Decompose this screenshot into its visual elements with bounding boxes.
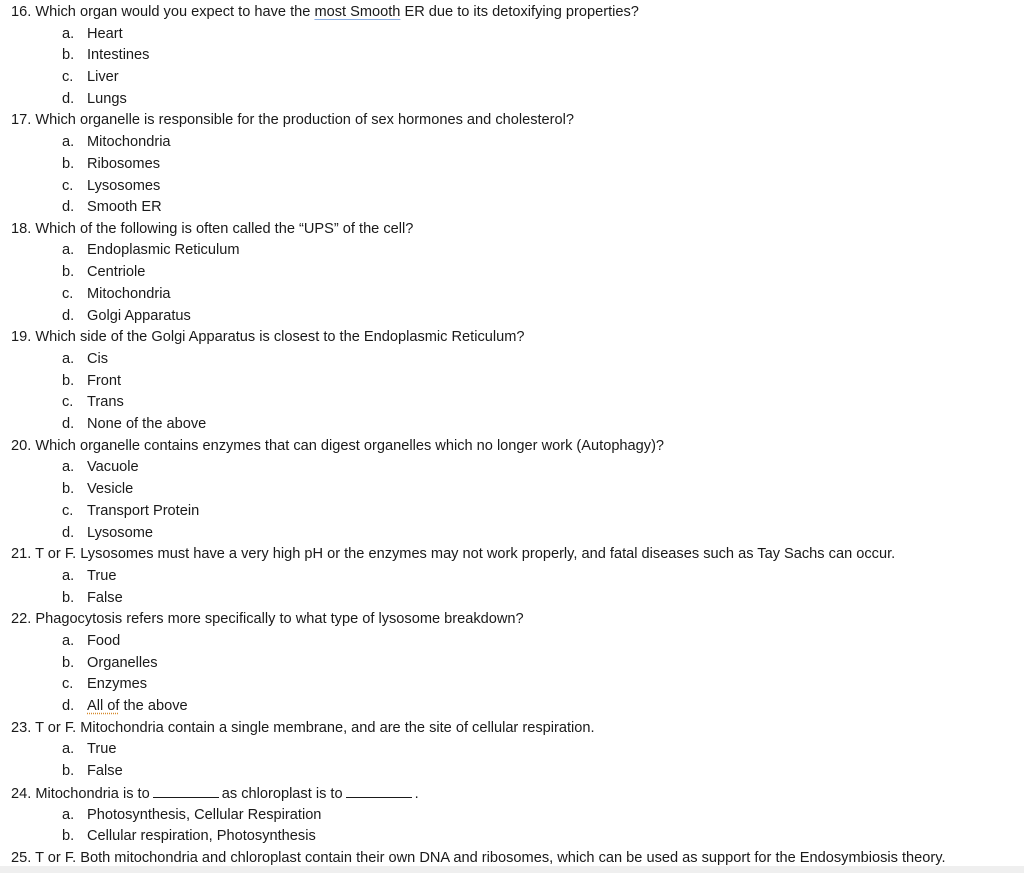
option-text: Smooth ER (87, 199, 162, 215)
option (62, 675, 147, 693)
question-text: Which organelle contains enzymes that can digest organelles which no longer work (Autophagy)? (35, 438, 665, 454)
option-label: c. (62, 286, 74, 302)
question-22 (11, 610, 524, 628)
question-text: Which organelle is responsible for the production of sex hormones and cholesterol? (35, 112, 575, 128)
option (62, 762, 123, 780)
question-25 (11, 849, 946, 867)
question-19 (11, 328, 525, 346)
option-text: Golgi Apparatus (87, 308, 191, 324)
option-text: Food (87, 633, 121, 649)
option-text: Vesicle (87, 481, 134, 497)
option (62, 502, 199, 520)
option (62, 25, 123, 43)
option-label: b. (62, 763, 75, 779)
question-23 (11, 719, 595, 737)
question-text: Mitochondria is to (35, 786, 150, 802)
option (62, 133, 171, 151)
answer-blank (153, 784, 219, 798)
option-text: Cellular respiration, Photosynthesis (87, 828, 316, 844)
question-24 (11, 784, 419, 802)
option-label: b. (62, 481, 75, 497)
option (62, 46, 149, 64)
option-label: c. (62, 394, 74, 410)
option-text: Intestines (87, 47, 150, 63)
option-text: Transport Protein (87, 503, 200, 519)
option (62, 589, 123, 607)
option-text: Front (87, 373, 122, 389)
question-text: T or F. Lysosomes must have a very high pH or the enzymes may not work properly, and fatal diseases such as Tay Sachs can occur. (35, 546, 896, 562)
option-text: Lysosome (87, 525, 153, 541)
option (62, 241, 240, 259)
option-label: b. (62, 590, 75, 606)
question-text: Which side of the Golgi Apparatus is closest to the Endoplasmic Reticulum? (35, 329, 525, 345)
option-text: Lungs (87, 91, 127, 107)
grammar-marked-text: most Smooth (314, 4, 401, 20)
option-text: Organelles (87, 655, 158, 671)
option-label: d. (62, 698, 75, 714)
option (62, 480, 133, 498)
option-text: Mitochondria (87, 134, 171, 150)
question-20 (11, 437, 664, 455)
option-text: False (87, 763, 123, 779)
option (62, 697, 188, 715)
option (62, 827, 316, 845)
option (62, 198, 162, 216)
question-text: . (414, 786, 419, 802)
option (62, 285, 171, 303)
option (62, 458, 139, 476)
question-number: 22. (11, 611, 32, 627)
option-label: b. (62, 47, 75, 63)
option-label: d. (62, 416, 75, 432)
question-number: 23. (11, 720, 32, 736)
option-label: b. (62, 264, 75, 280)
question-18 (11, 220, 413, 238)
option-label: a. (62, 741, 75, 757)
option-text: Ribosomes (87, 156, 160, 172)
option (62, 567, 116, 585)
option-text: the above (119, 698, 188, 714)
option-label: c. (62, 503, 74, 519)
option (62, 263, 145, 281)
option (62, 524, 153, 542)
option-label: a. (62, 242, 75, 258)
option-text: None of the above (87, 416, 207, 432)
question-number: 21. (11, 546, 32, 562)
question-number: 20. (11, 438, 32, 454)
option-text: Photosynthesis, Cellular Respiration (87, 807, 322, 823)
option (62, 155, 160, 173)
option-label: b. (62, 156, 75, 172)
option-label: a. (62, 134, 75, 150)
question-text: Which of the following is often called the “UPS” of the cell? (35, 221, 414, 237)
question-number: 16. (11, 4, 32, 20)
option-text: Trans (87, 394, 124, 410)
option (62, 372, 121, 390)
option-label: d. (62, 308, 75, 324)
option-label: a. (62, 26, 75, 42)
option-label: c. (62, 178, 74, 194)
page-bottom-edge (0, 866, 1024, 873)
option (62, 415, 206, 433)
option-text: Mitochondria (87, 286, 171, 302)
option-label: b. (62, 373, 75, 389)
option (62, 177, 160, 195)
option (62, 68, 119, 86)
option-text: Centriole (87, 264, 146, 280)
option-label: d. (62, 199, 75, 215)
answer-blank (346, 784, 412, 798)
option-text: True (87, 741, 117, 757)
spelling-marked-text: All of (87, 698, 120, 714)
option (62, 740, 116, 758)
option (62, 806, 321, 824)
option-label: a. (62, 568, 75, 584)
option (62, 393, 124, 411)
question-text: Phagocytosis refers more specifically to what type of lysosome breakdown? (35, 611, 524, 627)
question-text: T or F. Mitochondria contain a single membrane, and are the site of cellular respiration. (35, 720, 595, 736)
option-text: Vacuole (87, 459, 139, 475)
option-label: b. (62, 655, 75, 671)
option-text: Endoplasmic Reticulum (87, 242, 240, 258)
question-16 (11, 3, 639, 21)
option-label: d. (62, 525, 75, 541)
option-text: Heart (87, 26, 123, 42)
option-text: Enzymes (87, 676, 148, 692)
option-label: c. (62, 676, 74, 692)
option-text: Cis (87, 351, 109, 367)
option-label: a. (62, 633, 75, 649)
question-number: 25. (11, 850, 32, 866)
question-text: T or F. Both mitochondria and chloroplast contain their own DNA and ribosomes, which can be used as support for the Endosymbiosis theory. (35, 850, 946, 866)
option-label: a. (62, 807, 75, 823)
question-21 (11, 545, 895, 563)
option-label: d. (62, 91, 75, 107)
question-17 (11, 111, 574, 129)
option-label: c. (62, 69, 74, 85)
question-text: as chloroplast is to (221, 786, 343, 802)
question-number: 17. (11, 112, 32, 128)
option-text: Lysosomes (87, 178, 161, 194)
option-text: Liver (87, 69, 119, 85)
question-text: Which organ would you expect to have the (35, 4, 315, 20)
question-number: 18. (11, 221, 32, 237)
option (62, 90, 127, 108)
option (62, 307, 191, 325)
option-text: False (87, 590, 123, 606)
option (62, 654, 158, 672)
option (62, 350, 108, 368)
option (62, 632, 120, 650)
option-label: b. (62, 828, 75, 844)
question-number: 19. (11, 329, 32, 345)
option-text: True (87, 568, 117, 584)
option-label: a. (62, 459, 75, 475)
question-text: ER due to its detoxifying properties? (400, 4, 639, 20)
question-number: 24. (11, 786, 32, 802)
option-label: a. (62, 351, 75, 367)
